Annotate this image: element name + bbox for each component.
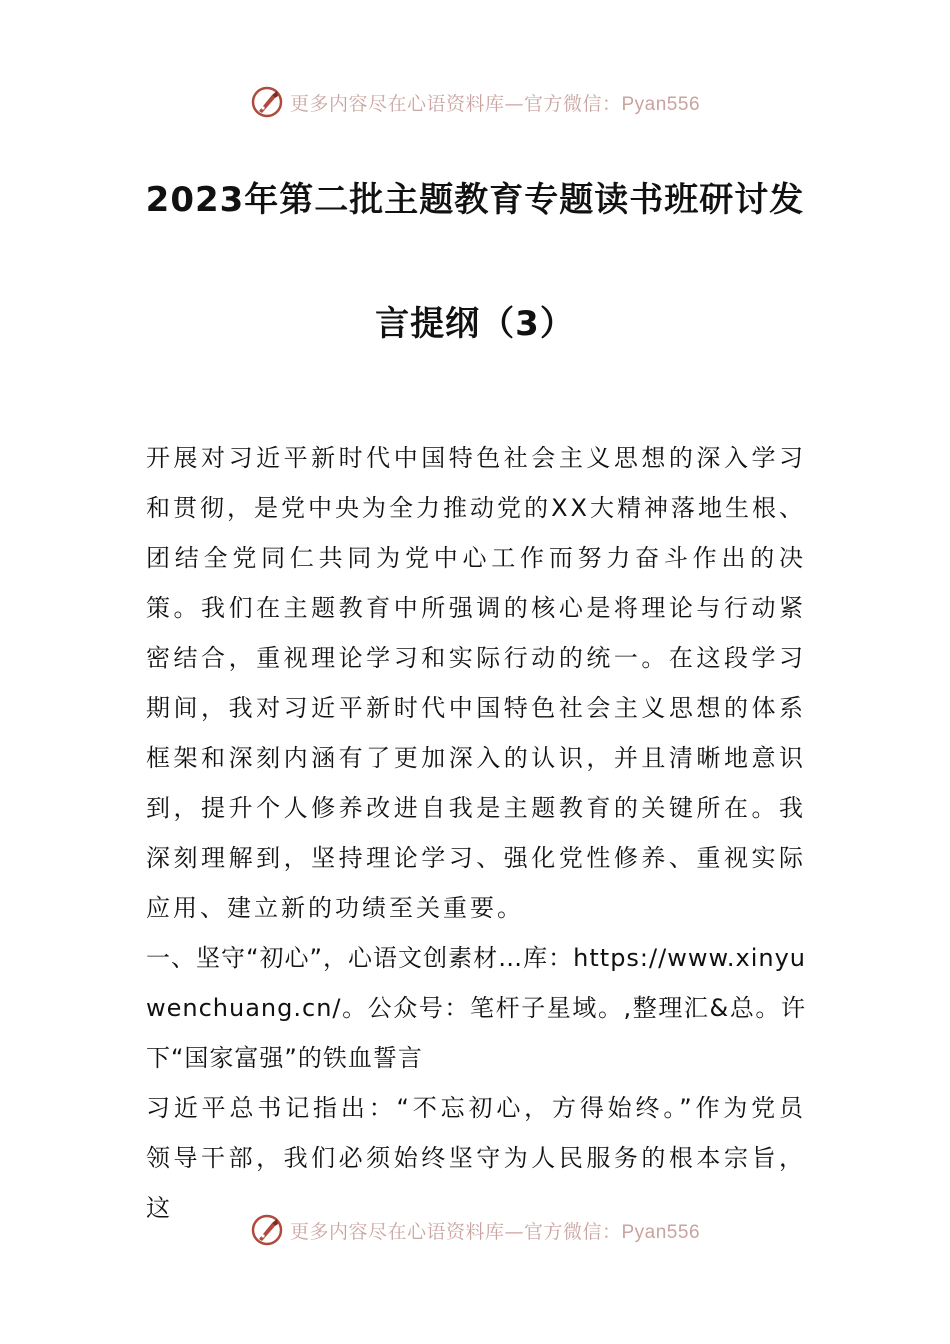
document-body [146, 433, 806, 1233]
header-watermark [0, 82, 950, 122]
paragraph-body: 习近平总书记指出：“不忘初心，方得始终。”作为党员领导干部，我们必须始终坚守为人民服务的根本宗旨，这 [146, 1094, 806, 1222]
wechat-id: Pyan556 [621, 1221, 701, 1243]
footer-watermark [0, 1210, 950, 1250]
pen-nib-icon [250, 85, 284, 119]
document-title-line-1: 2023年第二批主题教育专题读书班研讨发 [145, 180, 805, 220]
wechat-id: Pyan556 [621, 93, 701, 115]
watermark-text: 更多内容尽在心语资料库—官方微信：Pyan556 [289, 92, 701, 115]
watermark-text: 更多内容尽在心语资料库—官方微信：Pyan556 [289, 1220, 701, 1243]
paragraph-intro: 开展对习近平新时代中国特色社会主义思想的深入学习和贯彻，是党中央为全力推动党的XX大精神落地生根、团结全党同仁共同为党中心工作而努力奋斗作出的决策。我们在主题教育中所强调的核心是将理论与行动紧密结合，重视理论学习和实际行动的统一。在这段学习期间，我对习近平新时代中国特色社会主义思想的体系框架和深刻内涵有了更加深入的认识，并且清晰地意识到，提升个人修养改进自我是主题教育的关键所在。我深刻理解到，坚持理论学习、强化党性修养、重视实际应用、建立新的功绩至关重要。 [146, 444, 806, 922]
pen-nib-icon [250, 1213, 284, 1247]
document-title-line-2: 言提纲（3） [375, 304, 575, 344]
paragraph-section-heading: 一、坚守“初心”，心语文创素材…库：https://www.xinyuwenchuang.cn/。公众号：笔杆子星域。,整理汇&总。许下“国家富强”的铁血誓言 [146, 944, 806, 1072]
